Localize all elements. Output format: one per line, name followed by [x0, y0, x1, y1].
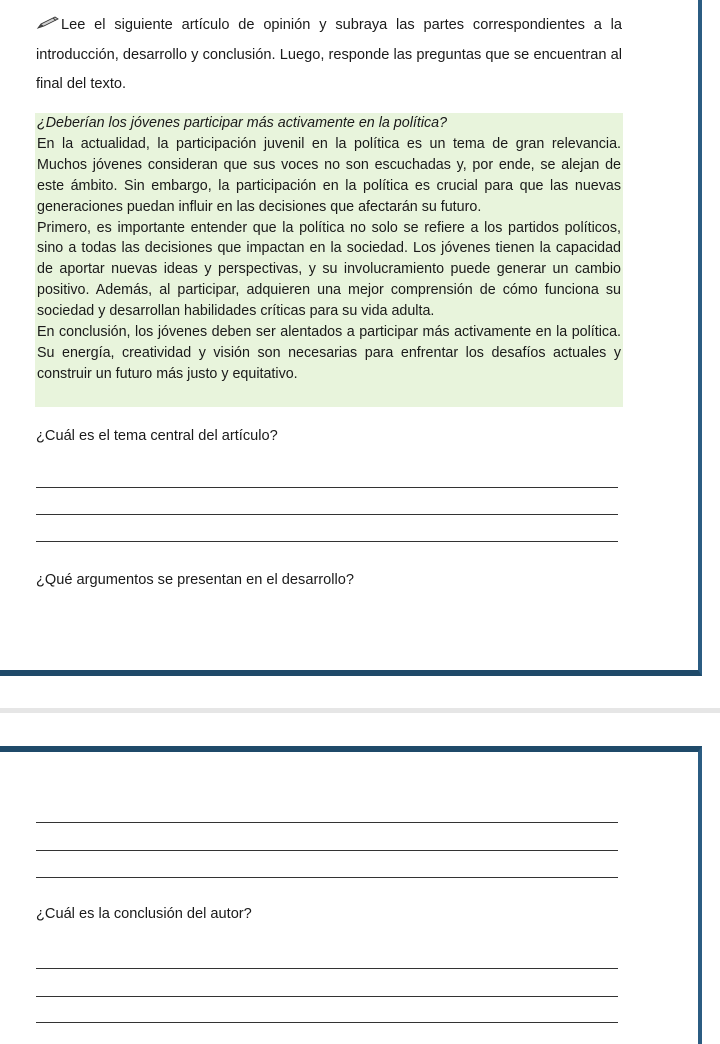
worksheet-page-2: [0, 746, 702, 1044]
article-introduction: En la actualidad, la participación juvenil en la política es un tema de gran relevancia. Muchos jóvenes consideran que sus voces no son escuchadas y, por ende, se alejan de este ámbito. Sin embargo, la participación en la política es crucial para que las nuevas generaciones puedan influir en las decisiones que afectarán su futuro.: [37, 135, 621, 215]
answer-line-q3-1[interactable]: [36, 968, 618, 969]
question-1: ¿Cuál es el tema central del artículo?: [36, 428, 278, 444]
answer-line-q1-2[interactable]: [36, 514, 618, 515]
answer-line-q1-3[interactable]: [36, 541, 618, 542]
pencil-icon: [36, 16, 60, 30]
question-3: ¿Cuál es la conclusión del autor?: [36, 906, 252, 922]
instructions-text: Lee el siguiente artículo de opinión y subraya las partes correspondientes a la introducción, desarrollo y conclusión. Luego, responde las preguntas que se encuentran al final del texto.: [36, 17, 622, 92]
article-development: Primero, es importante entender que la política no solo se refiere a los partidos políticos, sino a todas las decisiones que impactan en la sociedad. Los jóvenes tienen la capacidad de aportar nuevas ideas y perspectivas, y su involucramiento puede generar un cambio positivo. Además, al participar, adquieren una mejor comprensión de cómo funciona su sociedad y desarrollan habilidades críticas para su vida adulta.: [37, 219, 621, 320]
instructions: [36, 11, 622, 100]
answer-line-q2-3[interactable]: [36, 877, 618, 878]
page-gap: [0, 682, 720, 746]
answer-line-q2-1[interactable]: [36, 822, 618, 823]
article-box: [35, 113, 623, 407]
answer-line-q3-3[interactable]: [36, 1022, 618, 1023]
page-separator: [0, 708, 720, 713]
article-title: ¿Deberían los jóvenes participar más activamente en la política?: [37, 115, 448, 131]
question-2: ¿Qué argumentos se presentan en el desarrollo?: [36, 572, 355, 588]
article-conclusion: En conclusión, los jóvenes deben ser alentados a participar más activamente en la política. Su energía, creatividad y visión son necesarias para enfrentar los desafíos actuales y construir un futuro más justo y equitativo.: [37, 324, 621, 382]
answer-line-q3-2[interactable]: [36, 996, 618, 997]
answer-line-q2-2[interactable]: [36, 850, 618, 851]
answer-line-q1-1[interactable]: [36, 487, 618, 488]
